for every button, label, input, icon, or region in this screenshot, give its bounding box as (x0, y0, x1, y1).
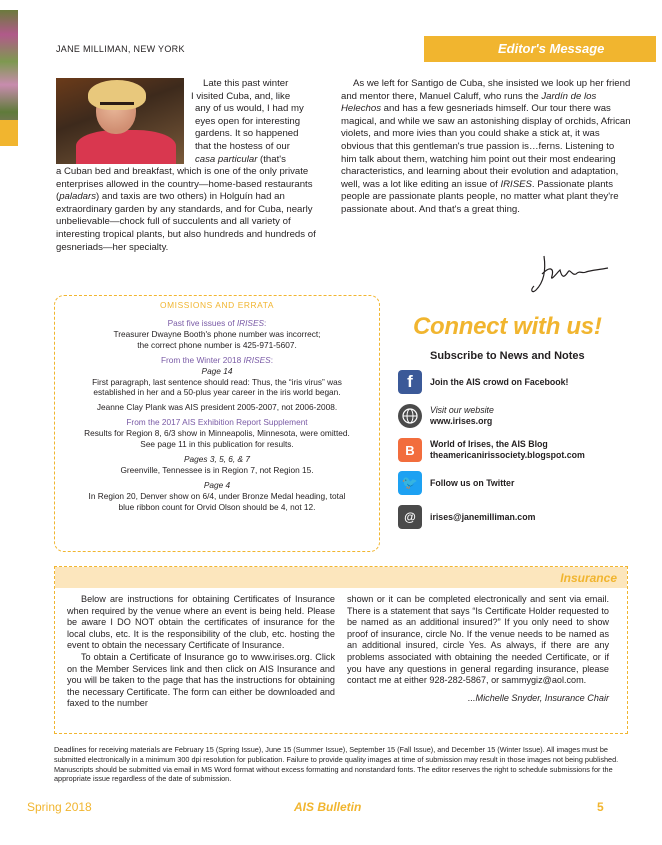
connect-title: Connect with us! (413, 313, 602, 340)
editor-photo (56, 78, 184, 164)
errata-title: OMISSIONS AND ERRATA (159, 300, 275, 310)
section-title: Editor's Message (498, 41, 605, 56)
page-number: 5 (597, 800, 604, 814)
footer-issue: Spring 2018 (27, 800, 92, 814)
insurance-signature: ...Michelle Snyder, Insurance Chair (467, 692, 609, 703)
insurance-title: Insurance (560, 571, 617, 585)
editor-message-right-column: As we left for Santigo de Cuba, she insisted we look up her friend and mentor there, Manuel Caluff, who runs the Jardín de los Helechos and has a few gesneriads himself. Our tour there was magical, and while we saw an astonishing display of orchids, African violets, and more ivies than you could shake a stick at, it was obvious that this gentleman's true passion is…ferns. Listening to him talk about them, watching him point out their most endearing characteristics, and learning about their evolution and adaptation, well, was a lot like editing an issue of IRISES. Passionate plants people are passionate plants people, no matter what plant they're passionate about. And that's a great thing. (341, 78, 631, 215)
twitter-link[interactable] (398, 471, 658, 495)
insurance-box (54, 566, 628, 734)
connect-subtitle: Subscribe to News and Notes (430, 350, 585, 362)
editor-message-wrap-lines: Late this past winter I visited Cuba, and, like any of us would, I had my eyes open for interesting gardens. It so happened that the hostess of our casa particular (that's (191, 78, 304, 165)
website-link[interactable] (398, 404, 658, 428)
author-line: JANE MILLIMAN, NEW YORK (56, 44, 185, 54)
blog-url: theamericanirissociety.blogspot.com (430, 450, 585, 460)
facebook-icon: f (398, 370, 422, 394)
insurance-left-column: Below are instructions for obtaining Certificates of Insurance when required by the venue where an event is being held. Please be aware I DO NOT obtain the certificates of insurance for the local clubs, etc. It is the responsibility of the club, etc. hosting the event to obtain the necessary Certificate of Insurance. To obtain a Certificate of Insurance go to www.irises.org. Click on the Member Services link and then click on AIS Insurance and you will be taken to the page that has the instructions for obtaining the necessary Certificate. The form can either be downloaded and faxed to the number (67, 594, 335, 709)
facebook-text: Join the AIS crowd on Facebook! (430, 376, 569, 387)
insurance-header-bar (55, 567, 627, 588)
insurance-right-column: shown or it can be completed electronically and sent via email. There is a statement that says “Is Certificate Holder requested to be named as an additional insured?” If you only need to show proof of insurance, circle No. If the venue needs to be named as an additional insured, circle Yes. As always, if there are any problems associated with obtaining the needed Certificate, or if you have any questions in general regarding insurance, please contact me at either 928-282-5867, or sammygiz@aol.com. ...Michelle Snyder, Insurance Chair (347, 594, 609, 703)
errata-content: Past five issues of IRISES: Treasurer Dwayne Booth's phone number was incorrect; the correct phone number is 425-971-5607. From the Winter 2018 IRISES: Page 14 First paragraph, last sentence should read: Thus, the “iris virus” was established in her and a 50-plus year career in the iris world began. Jeanne Clay Plank was AIS president 2005-2007, not 2006-2008. From the 2017 AIS Exhibition Report Supplement Results for Region 8, 6/3 show in Minneapolis, Minnesota, were omitted. See page 11 in this publication for results. Pages 3, 5, 6, & 7 Greenville, Tennessee is in Region 7, not Region 15. Page 4 In Region 20, Denver show on 6/4, under Bronze Medal heading, total blue ribbon count for Orvid Olson should be 4, not 12. (84, 318, 350, 512)
blog-link[interactable] (398, 438, 658, 462)
email-link[interactable] (398, 505, 658, 529)
section-title-bar (424, 36, 656, 62)
deadlines-note: Deadlines for receiving materials are February 15 (Spring Issue), June 15 (Summer Issue), September 15 (Fall Issue), and December 15 (Winter Issue). All images must be submitted electronically in a minimum 300 dpi resolution for publication. Failure to provide quality images at time of submission may result in those images not being published. Manuscripts should be submitted via email in MS Word format without excess formatting and nonstandard fonts. The editor reserves the right to schedule submissions for the appropriate issue regardless of the date of submission. (54, 745, 619, 784)
facebook-link[interactable] (398, 370, 658, 394)
accent-strip (0, 120, 18, 146)
email-text: irises@janemilliman.com (430, 511, 536, 522)
website-url: www.irises.org (430, 416, 493, 426)
editor-signature (528, 252, 610, 300)
globe-icon (398, 404, 422, 428)
blog-title: World of Irises, the AIS Blog (430, 439, 548, 449)
twitter-icon: 🐦 (398, 471, 422, 495)
blogger-icon: B (398, 438, 422, 462)
errata-box (54, 295, 380, 552)
footer-publication: AIS Bulletin (294, 800, 362, 814)
twitter-text: Follow us on Twitter (430, 477, 515, 488)
website-label: Visit our website (430, 405, 494, 415)
email-icon: @ (398, 505, 422, 529)
editor-message-left-column: a Cuban bed and breakfast, which is one of the only private enterprises allowed in the country—home-based restaurants (paladars) and taxis are two others) in Holguín had an extraordinary garden by any standards, and for Cuba, nearly unbelievable—chock full of succulents and all variety of interesting tropical plants, but also hundreds and hundreds of gesneriads—her specialty. (56, 166, 316, 253)
